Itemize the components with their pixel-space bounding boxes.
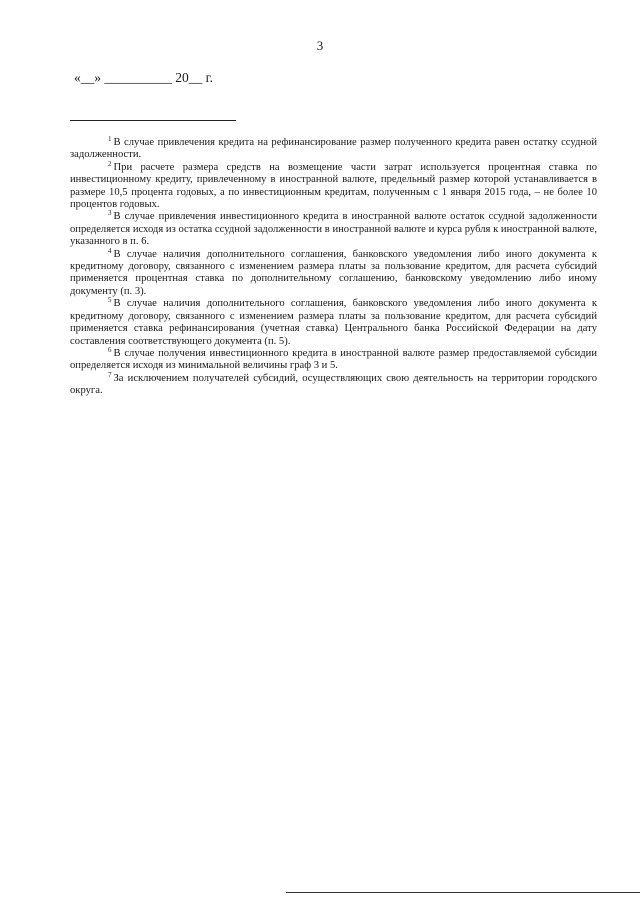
footnote-marker: 6	[108, 345, 112, 354]
footnote-7	[70, 370, 597, 398]
footnote-text: В случае наличия дополнительного соглашения, банковского уведомления либо иного документа к кредитному договору, связанного с изменением размера платы за пользование кредитом, для расчета субсидий применяется процентная ставка по дополнительному соглашению, банковскому уведомлению либо иному документу (п. 3).	[70, 248, 597, 297]
footnote-text: В случае привлечения кредита на рефинансирование размер полученного кредита равен остатку ссудной задолженности.	[70, 137, 597, 161]
footnote-1	[70, 137, 597, 162]
bottom-scan-edge	[286, 892, 640, 893]
footnote-text: В случае получения инвестиционного кредита в иностранной валюте размер предоставляемой субсидии определяется исходя из минимальной величины граф 3 и 5.	[70, 347, 597, 372]
page-number: 3	[316, 38, 324, 53]
date-line: «__» __________ 20__ г.	[74, 70, 214, 85]
footnote-marker: 1	[108, 135, 112, 143]
footnote-text: В случае наличия дополнительного соглашения, банковского уведомления либо иного документа к кредитному договору, связанного с изменением размера платы за пользование кредитом, для расчета субсидий применяется ставка рефинансирования (учетная ставка) Центрального банка Российской Федерации на дату составления соответствующего документа (п. 5).	[70, 298, 597, 347]
footnote-text: При расчете размера средств на возмещение части затрат используется процентная ставка по инвестиционному кредиту, привлеченному в иностранной валюте, предельный размер которой устанавливается в размере 10,5 процента годовых, а по инвестиционным кредитам, полученным с 1 января 2015 года, – не более 10 процентов годовых.	[70, 161, 597, 211]
footnote-marker: 7	[108, 370, 112, 379]
footnote-marker: 2	[108, 159, 112, 168]
footnote-4	[70, 246, 597, 299]
footnote-marker: 3	[108, 209, 112, 218]
footnote-text: За исключением получателей субсидий, осуществляющих свою деятельность на территории городского округа.	[70, 372, 597, 397]
footnote-marker: 4	[108, 246, 112, 255]
footnotes-list	[70, 137, 597, 398]
footnote-3	[70, 211, 597, 248]
footnote-marker: 5	[108, 296, 112, 305]
footnote-text: В случае привлечения инвестиционного кредита в иностранной валюте остаток ссудной задолженности определяется исходя из остатка ссудной задолженности в иностранной валюте и курса рубля к иностранной валюте, указанного в п. 6.	[70, 211, 597, 248]
footnote-divider	[70, 120, 236, 121]
footnote-2	[70, 159, 597, 212]
footnote-5	[70, 298, 597, 348]
footnote-6	[70, 345, 597, 373]
